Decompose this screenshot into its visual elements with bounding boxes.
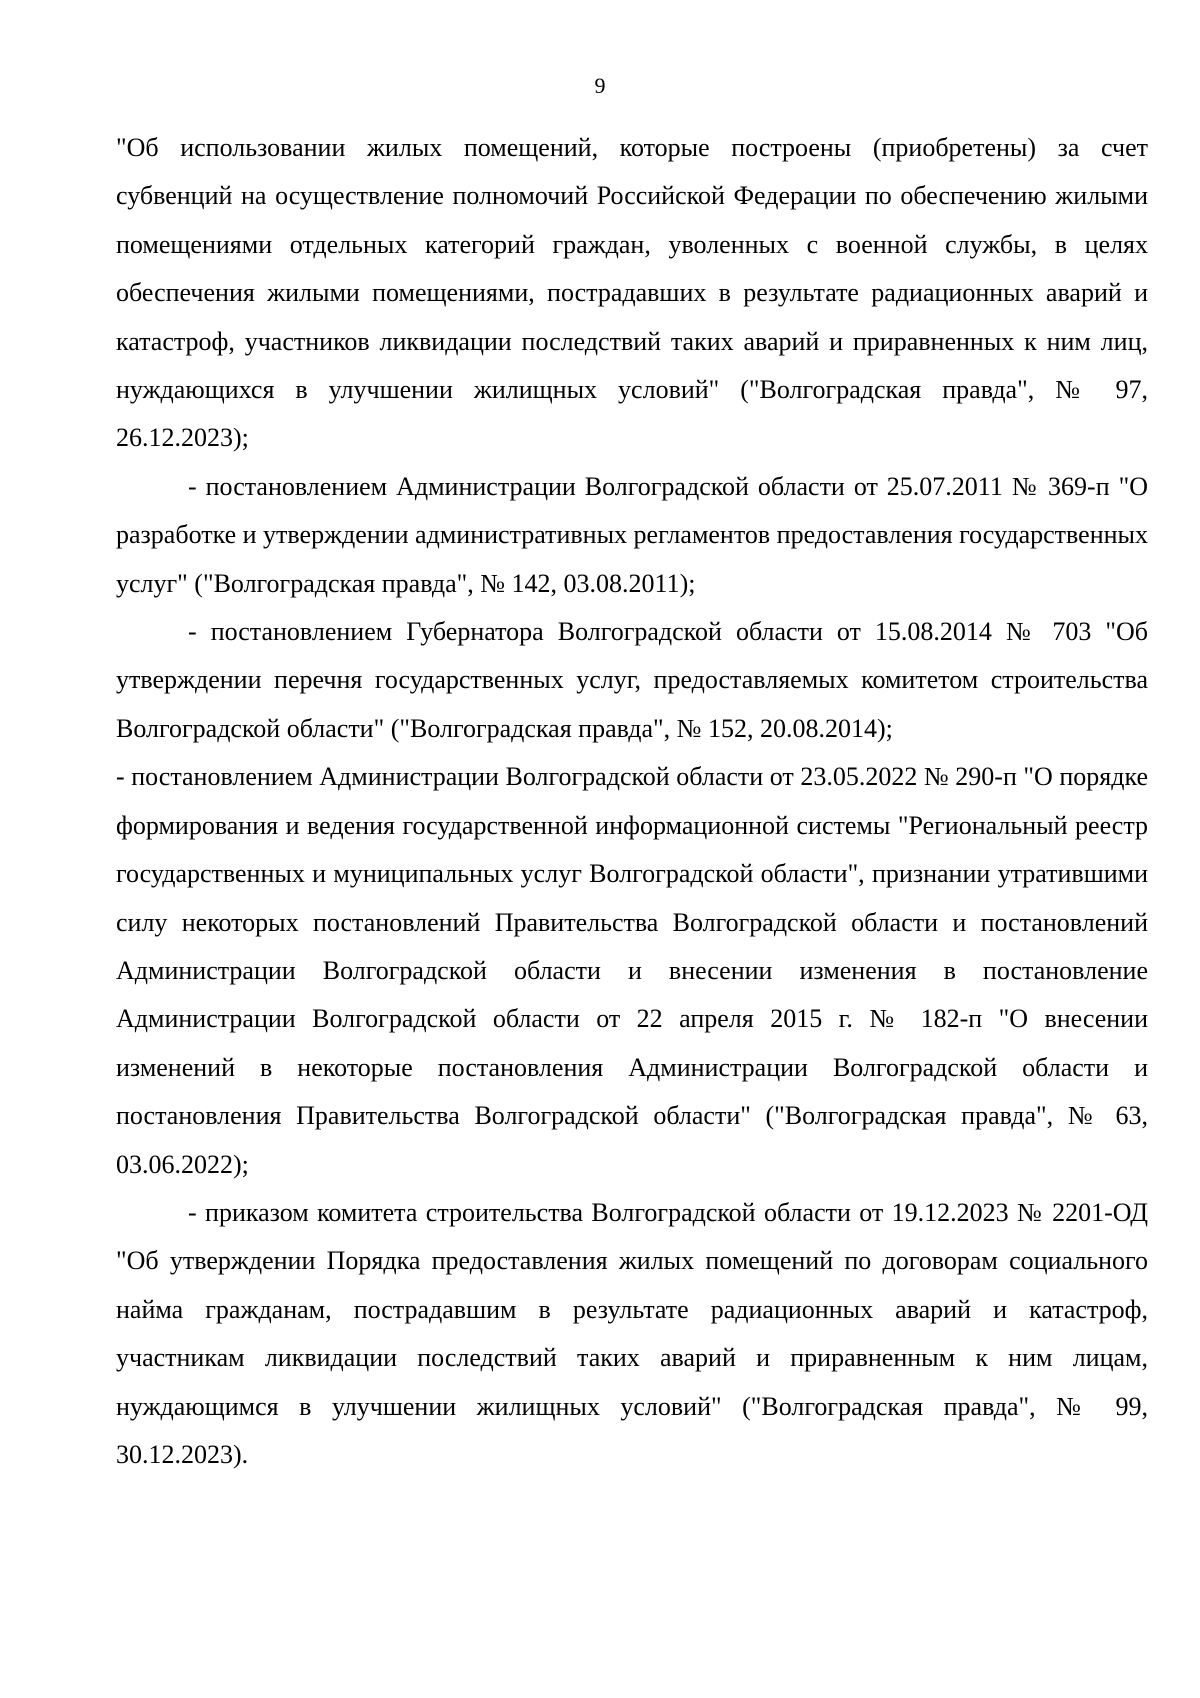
paragraph-resolution-369p: - постановлением Администрации Волгоградской области от 25.07.2011 № 369-п "О разработке и утверждении административных регламентов предоставления государственных услуг" ("Волгоградская правда", № 142, 03.08.2011); [116, 471, 1148, 598]
paragraph-resolution-290p: - постановлением Администрации Волгоградской области от 23.05.2022 № 290-п "О порядке формирования и ведения государственной информационной системы "Региональный реестр государственных и муниципальных услуг Волгоградской области", признании утратившими силу некоторых постановлений Правительства Волгоградской области и постановлений Администрации Волгоградской области и внесении изменения в постановление Администрации Волгоградской области от 22 апреля 2015 г. № 182-п "О внесении изменений в некоторые постановления Администрации Волгоградской области и постановления Правительства Волгоградской области" ("Волгоградская правда", № 63, 03.06.2022); [116, 762, 1148, 1179]
page-number: 9 [594, 73, 606, 98]
paragraph-order-2201od: - приказом комитета строительства Волгоградской области от 19.12.2023 № 2201-ОД "Об утверждении Порядка предоставления жилых помещений по договорам социального найма гражданам, пострадавшим в результате радиационных аварий и катастроф, участникам ликвидации последствий таких аварий и приравненным к ним лицам, нуждающимся в улучшении жилищных условий" ("Волгоградская правда", № 99, 30.12.2023). [116, 1197, 1148, 1469]
paragraph-resolution-703: - постановлением Губернатора Волгоградской области от 15.08.2014 № 703 "Об утверждении перечня государственных услуг, предоставляемых комитетом строительства Волгоградской области" ("Волгоградская правда", № 152, 20.08.2014); [116, 617, 1148, 743]
paragraph-continuation: "Об использовании жилых помещений, которые построены (приобретены) за счет субвенций на осуществление полномочий Российской Федерации по обеспечению жилыми помещениями отдельных категорий граждан, уволенных с военной службы, в целях обеспечения жилыми помещениями, пострадавших в результате радиационных аварий и катастроф, участников ликвидации последствий таких аварий и приравненных к ним лиц, нуждающихся в улучшении жилищных условий" ("Волгоградская правда", № 97, 26.12.2023); [116, 133, 1148, 453]
document-body [116, 124, 1148, 1479]
